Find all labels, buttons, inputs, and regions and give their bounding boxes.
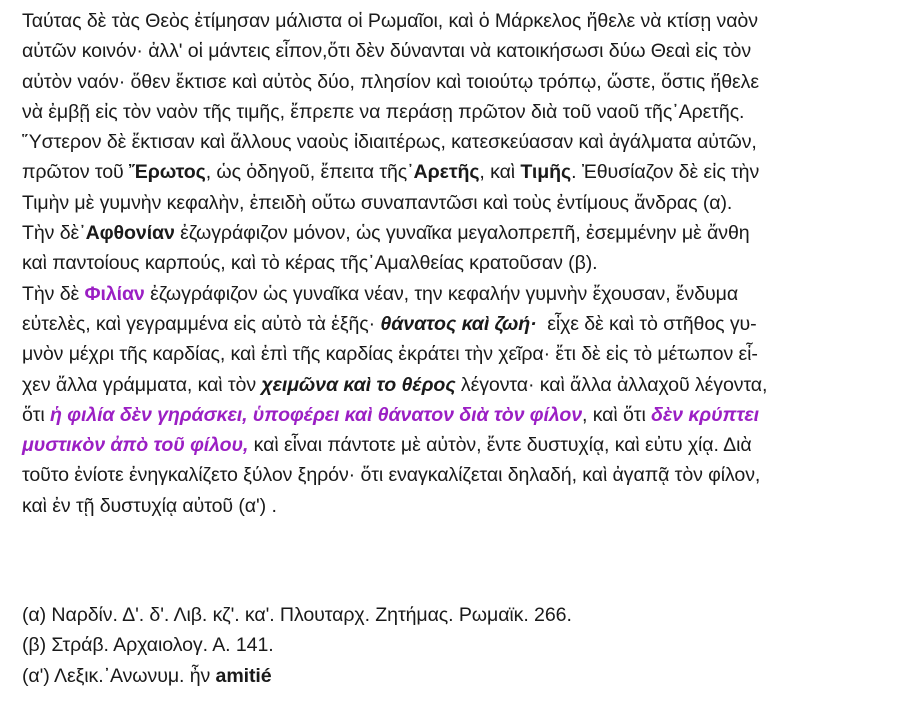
- text-line: [22, 157, 892, 187]
- bold-italic-phrase: θάνατος καὶ ζωή·: [380, 312, 537, 335]
- text-span: Τὴν δὲ᾽: [22, 222, 86, 245]
- footnote-text: (β) Στράβ. Αρχαιολογ. Α. 141.: [22, 634, 274, 657]
- bold-term-arete: Αρετῆς: [413, 161, 480, 184]
- text-line: [22, 491, 892, 521]
- text-span: τοῦτο ἐνίοτε ἐνηγκαλίζετο ξύλον ξηρόν· ὅτι εναγκαλίζεται δηλαδή, καὶ ἀγαπᾷ τὸν φίλον,: [22, 464, 761, 487]
- text-line: [22, 218, 892, 248]
- text-span: ἐζωγράφιζον ὡς γυναῖκα νέαν, την κεφαλήν γυμνὴν ἔχουσαν, ἔνδυμα: [144, 282, 739, 305]
- footnotes: [22, 600, 572, 691]
- text-span: νὰ ἐμβῇ εἰς τὸν ναὸν τῆς τιμῆς, ἔπρεπε να περάσῃ πρῶτον διὰ τοῦ ναοῦ τῆς᾽Αρετῆς.: [22, 100, 745, 123]
- footnote-a-prime: [22, 661, 572, 691]
- text-line: [22, 339, 892, 369]
- footnote-text: (α') Λεξικ.᾽Ανωνυμ. ἦν: [22, 664, 216, 687]
- bold-term-afthonia: Αφθονίαν: [85, 222, 175, 245]
- text-span: χεν ἄλλα γράμματα, καὶ τὸν: [22, 373, 262, 396]
- text-span: ἐζωγράφιζον μόνον, ὡς γυναῖκα μεγαλοπρεπῆ, ἐσεμμένην μὲ ἄνθη: [174, 222, 750, 245]
- text-span: εἶχε δὲ καὶ τὸ στῆθος γυ-: [536, 312, 757, 335]
- text-span: αὐτὸν ναόν· ὅθεν ἔκτισε καὶ αὐτὸς δύο, πλησίον καὶ τοιούτῳ τρόπῳ, ὥστε, ὅστις ἤθελε: [22, 70, 760, 93]
- bold-italic-phrase: χειμῶνα καὶ το θέρος: [261, 373, 456, 396]
- footnote-text: (α) Ναρδίν. Δ'. δ'. Λιβ. κζ'. κα'. Πλουταρχ. Ζητήμας. Ρωμαϊκ. 266.: [22, 604, 572, 626]
- bold-term-time: Τιμῆς: [520, 161, 572, 184]
- text-span: καὶ παντοίους καρπούς, καὶ τὸ κέρας τῆς᾽Αμαλθείας κρατοῦσαν (β).: [22, 252, 598, 275]
- text-span: , καὶ: [479, 161, 521, 184]
- text-line: [22, 67, 892, 97]
- text-line: [22, 309, 892, 339]
- text-line: [22, 400, 892, 430]
- text-span: αὐτῶν κοινόν· ἀλλ' οἱ μάντεις εἶπον,ὅτι δὲν δύνανται νὰ κατοικήσωσι δύω Θεαὶ εἰς τὸν: [22, 40, 752, 63]
- text-span: . Ἐθυσίαζον δὲ εἰς τὴν: [571, 161, 760, 184]
- text-span: πρῶτον τοῦ: [22, 161, 129, 184]
- text-line: [22, 248, 892, 278]
- highlight-phrase: δὲν κρύπτει: [651, 403, 759, 426]
- text-line: [22, 127, 892, 157]
- text-line: [22, 36, 892, 66]
- text-span: ὅτι: [22, 403, 51, 426]
- footnote-a: [22, 600, 572, 630]
- bold-term-eros: Ἔρωτος: [128, 161, 206, 184]
- text-line: [22, 97, 892, 127]
- text-span: καὶ εἶναι πάντοτε μὲ αὐτὸν, ἔντε δυστυχίᾳ, καὶ εὐτυ χίᾳ. Διὰ: [248, 434, 752, 457]
- text-span: καὶ ἐν τῇ δυστυχίᾳ αὐτοῦ (α') .: [22, 494, 277, 517]
- text-span: , ὡς ὁδηγοῦ, ἔπειτα τῆς᾽: [205, 161, 414, 184]
- highlight-phrase: ἡ φιλία δὲν γηράσκει, ὑποφέρει καὶ θάνατον διὰ τὸν φίλον: [50, 403, 583, 426]
- text-line: [22, 370, 892, 400]
- text-span: , καὶ ὅτι: [582, 403, 652, 426]
- text-span: Τιμὴν μὲ γυμνὴν κεφαλὴν, ἐπειδὴ οὕτω συναπαντῶσι καὶ τοὺς ἐντίμους ἄνδρας (α).: [22, 191, 733, 214]
- text-line: [22, 6, 892, 36]
- text-line: [22, 460, 892, 490]
- text-span: λέγοντα· καὶ ἄλλα ἀλλαχοῦ λέγοντα,: [455, 373, 768, 396]
- footnote-b: [22, 630, 572, 660]
- footnote-bold-word: amitié: [215, 664, 272, 687]
- text-line: [22, 188, 892, 218]
- text-span: Τὴν δὲ: [22, 282, 85, 305]
- highlight-term-filia: Φιλίαν: [84, 282, 145, 305]
- text-line: [22, 430, 892, 460]
- highlight-phrase: μυστικὸν ἀπὸ τοῦ φίλου,: [22, 434, 249, 457]
- text-span: Ὕστερον δὲ ἔκτισαν καὶ ἄλλους ναοὺς ἰδιαιτέρως, κατεσκεύασαν καὶ ἀγάλματα αὐτῶν,: [22, 131, 757, 154]
- text-span: μνὸν μέχρι τῆς καρδίας, καὶ ἐπὶ τῆς καρδίας ἐκράτει τὴν χεῖρα· ἔτι δὲ εἰς τὸ μέτωπον εἶ-: [22, 343, 758, 366]
- document-body: [22, 6, 892, 521]
- text-span: εὐτελὲς, καὶ γεγραμμένα εἰς αὐτὸ τὰ ἑξῆς·: [22, 312, 381, 335]
- text-span: Ταύτας δὲ τὰς Θεὸς ἐτίμησαν μάλιστα οἱ Ρωμαῖοι, καὶ ὁ Μάρκελος ἤθελε νὰ κτίσῃ ναὸν: [22, 10, 758, 32]
- text-line: [22, 279, 892, 309]
